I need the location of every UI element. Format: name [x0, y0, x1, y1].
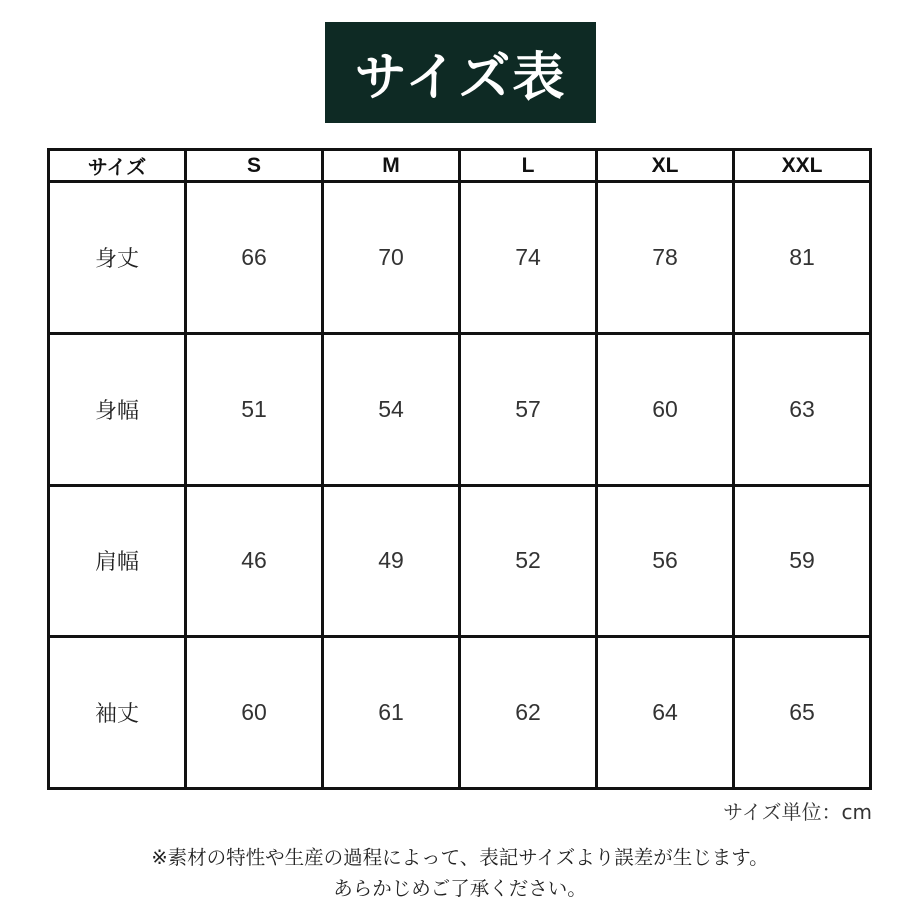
header-size-l: L: [460, 150, 597, 182]
table-cell: 65: [734, 637, 871, 789]
unit-note: サイズ単位：cm: [723, 800, 872, 824]
page-title: サイズ表: [354, 48, 567, 108]
table-cell: 81: [734, 182, 871, 334]
table-cell: 60: [186, 637, 323, 789]
table-cell: 59: [734, 485, 871, 637]
table-row: [49, 333, 871, 485]
row-label-body-length: 身丈: [49, 182, 186, 334]
table-cell: 56: [597, 485, 734, 637]
header-corner-label: サイズ: [49, 150, 186, 182]
table-row: [49, 485, 871, 637]
disclaimer-line-1: ※素材の特性や生産の過程によって、表記サイズより誤差が生じます。: [151, 846, 769, 869]
table-cell: 74: [460, 182, 597, 334]
row-label-shoulder-width: 肩幅: [49, 485, 186, 637]
table-cell: 57: [460, 333, 597, 485]
table-cell: 66: [186, 182, 323, 334]
table-header-row: [49, 150, 871, 182]
table-cell: 61: [323, 637, 460, 789]
table-row: [49, 182, 871, 334]
table-cell: 51: [186, 333, 323, 485]
table-row: [49, 637, 871, 789]
table-cell: 52: [460, 485, 597, 637]
header-size-s: S: [186, 150, 323, 182]
disclaimer-line-2: あらかじめご了承ください。: [333, 877, 587, 900]
header-size-xxl: XXL: [734, 150, 871, 182]
table-cell: 54: [323, 333, 460, 485]
table-cell: 78: [597, 182, 734, 334]
table-cell: 64: [597, 637, 734, 789]
header-size-m: M: [323, 150, 460, 182]
table-cell: 62: [460, 637, 597, 789]
header-size-xl: XL: [597, 150, 734, 182]
table-cell: 60: [597, 333, 734, 485]
table-cell: 70: [323, 182, 460, 334]
table-cell: 63: [734, 333, 871, 485]
size-table: [47, 148, 872, 790]
row-label-sleeve-length: 袖丈: [49, 637, 186, 789]
table-cell: 46: [186, 485, 323, 637]
row-label-body-width: 身幅: [49, 333, 186, 485]
table-cell: 49: [323, 485, 460, 637]
title-banner: [325, 22, 596, 123]
